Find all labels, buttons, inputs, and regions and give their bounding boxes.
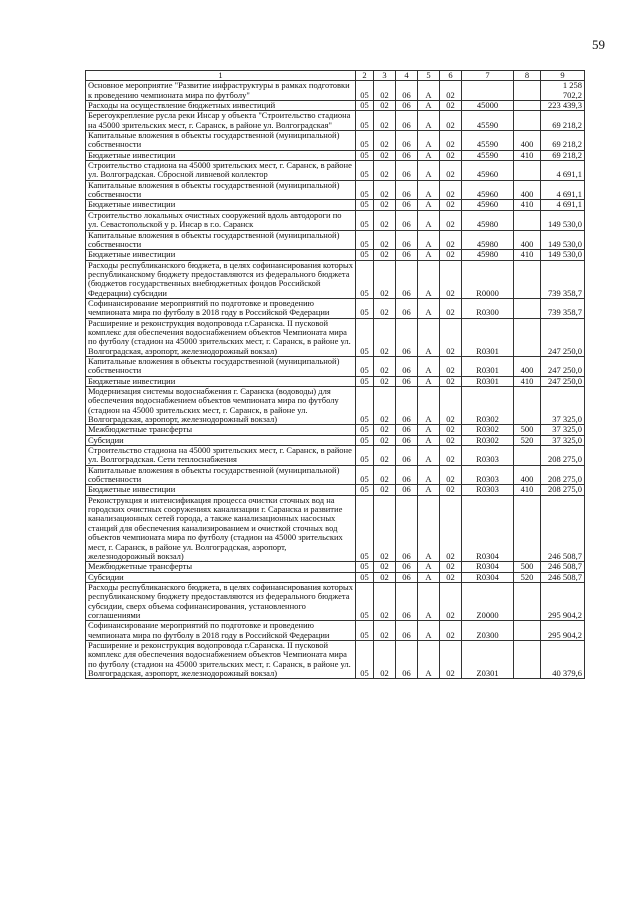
code-subsection: 02 bbox=[374, 640, 396, 678]
code-subsection: 02 bbox=[374, 111, 396, 131]
row-name: Бюджетные инвестиции bbox=[86, 250, 356, 260]
code-section: 05 bbox=[356, 562, 374, 572]
page-number: 59 bbox=[592, 37, 605, 52]
code-event: 02 bbox=[440, 180, 462, 200]
code-program: 06 bbox=[396, 425, 418, 435]
header-cell: 9 bbox=[541, 71, 585, 81]
code-program: 06 bbox=[396, 210, 418, 230]
code-target: R0000 bbox=[462, 260, 514, 298]
code-program: 06 bbox=[396, 101, 418, 111]
code-subsection: 02 bbox=[374, 621, 396, 641]
row-amount: 247 250,0 bbox=[541, 356, 585, 376]
row-amount: 37 325,0 bbox=[541, 425, 585, 435]
code-event: 02 bbox=[440, 260, 462, 298]
code-expense-type bbox=[514, 318, 541, 356]
table-row bbox=[86, 260, 585, 298]
row-name: Бюджетные инвестиции bbox=[86, 485, 356, 495]
code-target: R0304 bbox=[462, 562, 514, 572]
code-expense-type: 410 bbox=[514, 200, 541, 210]
code-expense-type bbox=[514, 446, 541, 466]
table-row bbox=[86, 101, 585, 111]
row-amount: 37 325,0 bbox=[541, 435, 585, 445]
code-subprogram: А bbox=[418, 200, 440, 210]
code-section: 05 bbox=[356, 465, 374, 485]
row-amount: 69 218,2 bbox=[541, 111, 585, 131]
row-name: Расширение и реконструкция водопровода г.Саранска. II пусковой комплекс для обеспечения водоснабжением объектов Чемпионата мира по футболу (стадион на 45000 зрительских мест, г. Саранск, в районе ул. Волгоградская, аэропорт, железнодорожный вокзал) bbox=[86, 640, 356, 678]
code-expense-type bbox=[514, 640, 541, 678]
code-expense-type bbox=[514, 495, 541, 561]
row-amount: 4 691,1 bbox=[541, 180, 585, 200]
code-subprogram: А bbox=[418, 356, 440, 376]
code-target: R0302 bbox=[462, 435, 514, 445]
code-program: 06 bbox=[396, 495, 418, 561]
row-amount: 69 218,2 bbox=[541, 131, 585, 151]
code-target: 45960 bbox=[462, 180, 514, 200]
code-expense-type bbox=[514, 387, 541, 425]
code-expense-type bbox=[514, 101, 541, 111]
row-amount: 246 508,7 bbox=[541, 562, 585, 572]
code-subsection: 02 bbox=[374, 387, 396, 425]
code-target: R0303 bbox=[462, 446, 514, 466]
row-name: Расходы республиканского бюджета, в целях софинансирования которых республиканскому бюджету предоставляются из федерального бюджета (бюджетов государственных внебюджетных фондов Российской Федерации) субсидии bbox=[86, 260, 356, 298]
code-subsection: 02 bbox=[374, 210, 396, 230]
code-subsection: 02 bbox=[374, 572, 396, 582]
code-subprogram: А bbox=[418, 387, 440, 425]
row-amount: 4 691,1 bbox=[541, 200, 585, 210]
code-expense-type: 520 bbox=[514, 435, 541, 445]
code-program: 06 bbox=[396, 250, 418, 260]
code-expense-type: 400 bbox=[514, 180, 541, 200]
row-amount: 223 439,3 bbox=[541, 101, 585, 111]
code-event: 02 bbox=[440, 376, 462, 386]
code-subprogram: А bbox=[418, 298, 440, 318]
code-target: R0300 bbox=[462, 298, 514, 318]
code-expense-type bbox=[514, 298, 541, 318]
code-section: 05 bbox=[356, 230, 374, 250]
code-program: 06 bbox=[396, 435, 418, 445]
row-amount: 208 275,0 bbox=[541, 485, 585, 495]
row-name: Бюджетные инвестиции bbox=[86, 150, 356, 160]
code-target: R0303 bbox=[462, 465, 514, 485]
code-subprogram: А bbox=[418, 572, 440, 582]
code-subsection: 02 bbox=[374, 356, 396, 376]
code-program: 06 bbox=[396, 298, 418, 318]
code-section: 05 bbox=[356, 376, 374, 386]
code-target: 45590 bbox=[462, 111, 514, 131]
table-row bbox=[86, 180, 585, 200]
row-amount: 4 691,1 bbox=[541, 161, 585, 181]
code-target: R0302 bbox=[462, 425, 514, 435]
code-target: 45960 bbox=[462, 161, 514, 181]
code-subsection: 02 bbox=[374, 180, 396, 200]
code-event: 02 bbox=[440, 465, 462, 485]
code-program: 06 bbox=[396, 260, 418, 298]
row-name: Расходы на осуществление бюджетных инвестиций bbox=[86, 101, 356, 111]
code-target: 45590 bbox=[462, 150, 514, 160]
row-name: Берегоукрепление русла реки Инсар у объекта "Строительство стадиона на 45000 зрительских мест, г. Саранск, в районе ул. Волгоградская" bbox=[86, 111, 356, 131]
code-section: 05 bbox=[356, 640, 374, 678]
row-name: Бюджетные инвестиции bbox=[86, 200, 356, 210]
code-event: 02 bbox=[440, 582, 462, 620]
code-section: 05 bbox=[356, 180, 374, 200]
code-subprogram: А bbox=[418, 485, 440, 495]
code-section: 05 bbox=[356, 210, 374, 230]
code-expense-type bbox=[514, 111, 541, 131]
table-row bbox=[86, 81, 585, 101]
row-amount: 295 904,2 bbox=[541, 621, 585, 641]
code-subsection: 02 bbox=[374, 131, 396, 151]
row-name: Бюджетные инвестиции bbox=[86, 376, 356, 386]
code-subsection: 02 bbox=[374, 250, 396, 260]
code-subprogram: А bbox=[418, 230, 440, 250]
code-event: 02 bbox=[440, 495, 462, 561]
code-section: 05 bbox=[356, 425, 374, 435]
code-subprogram: А bbox=[418, 425, 440, 435]
code-section: 05 bbox=[356, 572, 374, 582]
code-subprogram: А bbox=[418, 465, 440, 485]
code-section: 05 bbox=[356, 387, 374, 425]
code-event: 02 bbox=[440, 572, 462, 582]
row-amount: 247 250,0 bbox=[541, 318, 585, 356]
code-subprogram: А bbox=[418, 562, 440, 572]
code-expense-type bbox=[514, 210, 541, 230]
row-name: Капитальные вложения в объекты государственной (муниципальной) собственности bbox=[86, 465, 356, 485]
code-section: 05 bbox=[356, 298, 374, 318]
table-row bbox=[86, 200, 585, 210]
row-amount: 149 530,0 bbox=[541, 230, 585, 250]
row-name: Модернизация системы водоснабжения г. Саранска (водоводы) для обеспечения водоснабжением объектов чемпионата мира по футболу (стадион на 45000 зрительских мест, г. Саранск, в районе ул. Волгоградская, аэропорт, железнодорожный вокзал) bbox=[86, 387, 356, 425]
code-expense-type: 410 bbox=[514, 250, 541, 260]
code-subprogram: А bbox=[418, 131, 440, 151]
code-subsection: 02 bbox=[374, 81, 396, 101]
code-event: 02 bbox=[440, 356, 462, 376]
code-expense-type bbox=[514, 81, 541, 101]
code-subsection: 02 bbox=[374, 101, 396, 111]
code-subprogram: А bbox=[418, 250, 440, 260]
code-event: 02 bbox=[440, 150, 462, 160]
row-name: Расширение и реконструкция водопровода г.Саранска. II пусковой комплекс для обеспечения водоснабжением объектов Чемпионата мира по футболу (стадион на 45000 зрительских мест, г. Саранск, в районе ул. Волгоградская, аэропорт, железнодорожный вокзал) bbox=[86, 318, 356, 356]
code-event: 02 bbox=[440, 101, 462, 111]
code-event: 02 bbox=[440, 640, 462, 678]
table-row bbox=[86, 298, 585, 318]
table-row bbox=[86, 250, 585, 260]
header-cell: 5 bbox=[418, 71, 440, 81]
code-program: 06 bbox=[396, 161, 418, 181]
row-amount: 739 358,7 bbox=[541, 298, 585, 318]
code-program: 06 bbox=[396, 582, 418, 620]
code-subprogram: А bbox=[418, 621, 440, 641]
code-expense-type: 400 bbox=[514, 230, 541, 250]
row-amount: 37 325,0 bbox=[541, 387, 585, 425]
row-amount: 208 275,0 bbox=[541, 465, 585, 485]
code-subsection: 02 bbox=[374, 582, 396, 620]
table-row bbox=[86, 210, 585, 230]
code-subsection: 02 bbox=[374, 435, 396, 445]
code-subsection: 02 bbox=[374, 446, 396, 466]
code-section: 05 bbox=[356, 356, 374, 376]
row-name: Строительство стадиона на 45000 зрительских мест, г. Саранск, в районе ул. Волгоградская. Сети теплоснабжения bbox=[86, 446, 356, 466]
table-row bbox=[86, 465, 585, 485]
header-cell: 3 bbox=[374, 71, 396, 81]
table-body bbox=[86, 81, 585, 679]
code-expense-type: 500 bbox=[514, 562, 541, 572]
code-program: 06 bbox=[396, 150, 418, 160]
code-event: 02 bbox=[440, 446, 462, 466]
code-subprogram: А bbox=[418, 260, 440, 298]
code-section: 05 bbox=[356, 495, 374, 561]
code-target: R0303 bbox=[462, 485, 514, 495]
code-subsection: 02 bbox=[374, 260, 396, 298]
code-target: 45590 bbox=[462, 131, 514, 151]
code-event: 02 bbox=[440, 200, 462, 210]
row-name: Реконструкция и интенсификация процесса очистки сточных вод на городских очистных сооружениях канализации г. Саранска и развитие канализационных сетей города, а также канализационных насосных станций для обеспечения канализированием и очисткой сточных вод объектов чемпионата мира по футболу (стадион на 45000 зрительских мест, г. Саранск, в районе ул. Волгоградская, аэропорт, железнодорожный вокзал) bbox=[86, 495, 356, 561]
row-amount: 246 508,7 bbox=[541, 572, 585, 582]
code-subprogram: А bbox=[418, 495, 440, 561]
code-section: 05 bbox=[356, 250, 374, 260]
code-section: 05 bbox=[356, 485, 374, 495]
table-row bbox=[86, 150, 585, 160]
row-name: Строительство локальных очистных сооружений вдоль автодороги по ул. Севастопольской у р. Инсар в г.о. Саранск bbox=[86, 210, 356, 230]
row-name: Межбюджетные трансферты bbox=[86, 425, 356, 435]
row-name: Софинансирование мероприятий по подготовке и проведению чемпионата мира по футболу в 2018 году в Российской Федерации bbox=[86, 621, 356, 641]
row-amount: 69 218,2 bbox=[541, 150, 585, 160]
table-row bbox=[86, 425, 585, 435]
code-event: 02 bbox=[440, 387, 462, 425]
code-subsection: 02 bbox=[374, 376, 396, 386]
code-target: R0301 bbox=[462, 318, 514, 356]
table-row bbox=[86, 111, 585, 131]
code-program: 06 bbox=[396, 621, 418, 641]
code-expense-type: 400 bbox=[514, 131, 541, 151]
code-subprogram: А bbox=[418, 446, 440, 466]
row-amount: 149 530,0 bbox=[541, 250, 585, 260]
code-section: 05 bbox=[356, 435, 374, 445]
code-event: 02 bbox=[440, 131, 462, 151]
row-amount: 295 904,2 bbox=[541, 582, 585, 620]
code-expense-type: 410 bbox=[514, 485, 541, 495]
code-event: 02 bbox=[440, 250, 462, 260]
code-subsection: 02 bbox=[374, 562, 396, 572]
code-target: 45980 bbox=[462, 250, 514, 260]
code-expense-type: 500 bbox=[514, 425, 541, 435]
code-event: 02 bbox=[440, 210, 462, 230]
code-target: R0301 bbox=[462, 376, 514, 386]
code-section: 05 bbox=[356, 161, 374, 181]
code-expense-type: 400 bbox=[514, 356, 541, 376]
table-row bbox=[86, 387, 585, 425]
code-expense-type bbox=[514, 260, 541, 298]
row-name: Капитальные вложения в объекты государственной (муниципальной) собственности bbox=[86, 356, 356, 376]
code-subsection: 02 bbox=[374, 495, 396, 561]
row-amount: 40 379,6 bbox=[541, 640, 585, 678]
row-name: Софинансирование мероприятий по подготовке и проведению чемпионата мира по футболу в 2018 году в Российской Федерации bbox=[86, 298, 356, 318]
row-name: Основное мероприятие "Развитие инфраструктуры в рамках подготовки к проведению чемпионата мира по футболу" bbox=[86, 81, 356, 101]
code-subsection: 02 bbox=[374, 200, 396, 210]
code-expense-type: 410 bbox=[514, 150, 541, 160]
code-target: R0301 bbox=[462, 356, 514, 376]
code-program: 06 bbox=[396, 200, 418, 210]
code-target: Z0000 bbox=[462, 582, 514, 620]
row-name: Капитальные вложения в объекты государственной (муниципальной) собственности bbox=[86, 131, 356, 151]
code-expense-type bbox=[514, 161, 541, 181]
code-event: 02 bbox=[440, 111, 462, 131]
code-program: 06 bbox=[396, 111, 418, 131]
row-amount: 208 275,0 bbox=[541, 446, 585, 466]
code-program: 06 bbox=[396, 465, 418, 485]
code-event: 02 bbox=[440, 230, 462, 250]
code-subsection: 02 bbox=[374, 230, 396, 250]
table-row bbox=[86, 582, 585, 620]
code-subprogram: А bbox=[418, 210, 440, 230]
code-subsection: 02 bbox=[374, 161, 396, 181]
row-amount: 739 358,7 bbox=[541, 260, 585, 298]
code-subsection: 02 bbox=[374, 150, 396, 160]
code-expense-type: 400 bbox=[514, 465, 541, 485]
code-program: 06 bbox=[396, 572, 418, 582]
code-event: 02 bbox=[440, 425, 462, 435]
header-cell: 6 bbox=[440, 71, 462, 81]
table-row bbox=[86, 161, 585, 181]
code-event: 02 bbox=[440, 562, 462, 572]
code-program: 06 bbox=[396, 356, 418, 376]
code-target: Z0300 bbox=[462, 621, 514, 641]
code-program: 06 bbox=[396, 318, 418, 356]
row-name: Субсидии bbox=[86, 435, 356, 445]
code-subprogram: А bbox=[418, 101, 440, 111]
table-row bbox=[86, 640, 585, 678]
code-subprogram: А bbox=[418, 640, 440, 678]
header-cell: 7 bbox=[462, 71, 514, 81]
row-name: Расходы республиканского бюджета, в целях софинансирования которых республиканскому бюджету предоставляются из федерального бюджета субсидии, сверх объема софинансирования, установленного соглашениями bbox=[86, 582, 356, 620]
code-section: 05 bbox=[356, 131, 374, 151]
table-row bbox=[86, 376, 585, 386]
row-name: Субсидии bbox=[86, 572, 356, 582]
header-cell: 2 bbox=[356, 71, 374, 81]
code-event: 02 bbox=[440, 161, 462, 181]
table-row bbox=[86, 435, 585, 445]
code-section: 05 bbox=[356, 111, 374, 131]
code-program: 06 bbox=[396, 230, 418, 250]
code-target: 45980 bbox=[462, 210, 514, 230]
header-cell: 8 bbox=[514, 71, 541, 81]
row-name: Межбюджетные трансферты bbox=[86, 562, 356, 572]
code-target: R0304 bbox=[462, 572, 514, 582]
code-subsection: 02 bbox=[374, 425, 396, 435]
code-program: 06 bbox=[396, 387, 418, 425]
code-subsection: 02 bbox=[374, 465, 396, 485]
code-event: 02 bbox=[440, 298, 462, 318]
code-expense-type bbox=[514, 582, 541, 620]
table-row bbox=[86, 131, 585, 151]
code-section: 05 bbox=[356, 200, 374, 210]
table-row bbox=[86, 230, 585, 250]
code-event: 02 bbox=[440, 621, 462, 641]
code-subprogram: А bbox=[418, 161, 440, 181]
table-row bbox=[86, 572, 585, 582]
header-cell: 4 bbox=[396, 71, 418, 81]
code-target: R0304 bbox=[462, 495, 514, 561]
code-subprogram: А bbox=[418, 150, 440, 160]
row-name: Капитальные вложения в объекты государственной (муниципальной) собственности bbox=[86, 230, 356, 250]
code-program: 06 bbox=[396, 81, 418, 101]
code-subprogram: А bbox=[418, 81, 440, 101]
row-name: Капитальные вложения в объекты государственной (муниципальной) собственности bbox=[86, 180, 356, 200]
code-target: Z0301 bbox=[462, 640, 514, 678]
row-amount: 149 530,0 bbox=[541, 210, 585, 230]
code-program: 06 bbox=[396, 485, 418, 495]
code-section: 05 bbox=[356, 582, 374, 620]
row-amount: 247 250,0 bbox=[541, 376, 585, 386]
code-subprogram: А bbox=[418, 318, 440, 356]
table-row bbox=[86, 621, 585, 641]
code-subsection: 02 bbox=[374, 298, 396, 318]
code-program: 06 bbox=[396, 640, 418, 678]
table-row bbox=[86, 495, 585, 561]
code-program: 06 bbox=[396, 180, 418, 200]
code-section: 05 bbox=[356, 101, 374, 111]
code-program: 06 bbox=[396, 446, 418, 466]
code-event: 02 bbox=[440, 81, 462, 101]
code-target: 45000 bbox=[462, 101, 514, 111]
code-subsection: 02 bbox=[374, 318, 396, 356]
table-row bbox=[86, 562, 585, 572]
code-program: 06 bbox=[396, 562, 418, 572]
header-row bbox=[86, 71, 585, 81]
code-target: 45980 bbox=[462, 230, 514, 250]
budget-table bbox=[85, 70, 585, 679]
code-expense-type bbox=[514, 621, 541, 641]
code-target: R0302 bbox=[462, 387, 514, 425]
code-section: 05 bbox=[356, 446, 374, 466]
code-event: 02 bbox=[440, 435, 462, 445]
code-subprogram: А bbox=[418, 376, 440, 386]
code-section: 05 bbox=[356, 318, 374, 356]
row-amount: 246 508,7 bbox=[541, 495, 585, 561]
code-target: 45960 bbox=[462, 200, 514, 210]
code-subprogram: А bbox=[418, 582, 440, 620]
table-row bbox=[86, 318, 585, 356]
code-subsection: 02 bbox=[374, 485, 396, 495]
table-row bbox=[86, 356, 585, 376]
code-section: 05 bbox=[356, 260, 374, 298]
table-row bbox=[86, 446, 585, 466]
code-section: 05 bbox=[356, 621, 374, 641]
code-event: 02 bbox=[440, 485, 462, 495]
code-program: 06 bbox=[396, 376, 418, 386]
row-name: Строительство стадиона на 45000 зрительских мест, г. Саранск, в районе ул. Волгоградская. Сбросной ливневой коллектор bbox=[86, 161, 356, 181]
code-program: 06 bbox=[396, 131, 418, 151]
code-expense-type: 410 bbox=[514, 376, 541, 386]
code-section: 05 bbox=[356, 81, 374, 101]
table-row bbox=[86, 485, 585, 495]
code-event: 02 bbox=[440, 318, 462, 356]
code-subprogram: А bbox=[418, 111, 440, 131]
code-subprogram: А bbox=[418, 435, 440, 445]
code-section: 05 bbox=[356, 150, 374, 160]
header-cell: 1 bbox=[86, 71, 356, 81]
code-subprogram: А bbox=[418, 180, 440, 200]
code-target bbox=[462, 81, 514, 101]
row-amount: 1 258 702,2 bbox=[541, 81, 585, 101]
code-expense-type: 520 bbox=[514, 572, 541, 582]
